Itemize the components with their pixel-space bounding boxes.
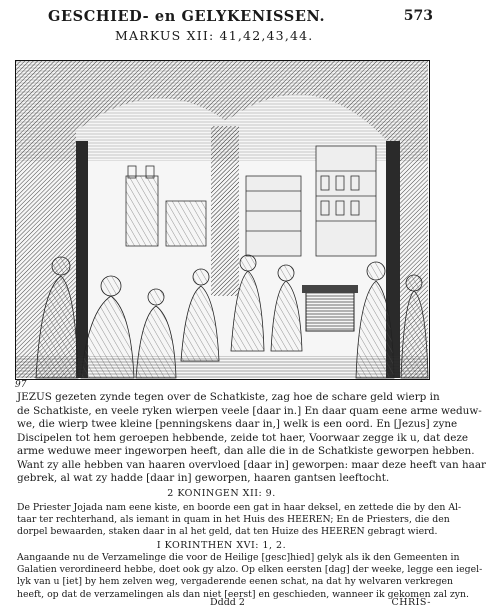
- plate-number: 97: [15, 380, 27, 390]
- page-number: 573: [403, 8, 433, 24]
- page-footer: [0, 597, 443, 611]
- text-line: arme weduwe meer ingeworpen heeft, dan alle die in de Schatkiste geworpen hebben.: [17, 445, 475, 457]
- text-line: we, die wierp twee kleine [penningskens daar in,] welk is een oord. En [Jezus] zyne: [17, 418, 458, 430]
- scripture-reference: MARKUS XII: 41,42,43,44.: [115, 28, 314, 43]
- text-line: de Schatkiste, en veele ryken wierpen veele [daar in.] En daar quam eene arme weduw-: [17, 404, 482, 417]
- running-title: GESCHIED- en GELYKENISSEN.: [48, 8, 326, 25]
- main-passage: [17, 391, 486, 486]
- text-line: gebrek, al wat zy hadde [daar in] geworpen, haaren gantsen leeftocht.: [17, 472, 390, 484]
- catchword: CHRIS-: [391, 597, 431, 608]
- text-line: heeft, op dat de verzamelingen als dan niet [eerst] en geschieden, wanneer ik gekomen zal zyn.: [17, 588, 469, 600]
- section-heading: I KORINTHEN XVI: 1, 2.: [156, 540, 287, 551]
- text-line: Galatien verordineerd hebbe, doet ook gy alzo. Op elken eersten [dag] der weeke, legge een iegel-: [17, 564, 483, 576]
- section-heading: 2 KONINGEN XII: 9.: [167, 488, 276, 499]
- text-line: JEZUS gezeten zynde tegen over de Schatkiste, zag hoe de schare geld wierp in: [17, 391, 440, 403]
- text-line: dorpel bewaarden, staken daar in al het geld, dat ten Huize des HEEREN gebragt wierd.: [17, 526, 438, 538]
- page-header: [0, 6, 443, 43]
- text-line: Aangaande nu de Verzamelinge die voor de Heilige [gesc]hied] gelyk als ik den Gemeenten in: [17, 552, 460, 563]
- signature-mark: Dddd 2: [210, 597, 245, 608]
- text-line: Discipelen tot hem geroepen hebbende, zeide tot haer, Voorwaar zegge ik u, dat deze: [17, 431, 469, 444]
- engraving-illustration: [15, 60, 430, 380]
- text-line: taar ter rechterhand, als iemant in quam in het Huis des HEEREN; En de Priesters, die den: [17, 514, 450, 526]
- cross-reference-passage: [17, 552, 483, 601]
- text-line: Want zy alle hebben van haaren overvloed [daar in] geworpen: maar deze heeft van haar: [17, 458, 486, 471]
- text-line: De Priester Jojada nam eene kiste, en boorde een gat in haar deksel, en zettede die by den Al-: [17, 502, 462, 513]
- text-line: lyk van u [iet] by hem zelven weg, vergaderende eenen schat, na dat hy welvaren verkregen: [17, 576, 454, 588]
- cross-reference-passage: [17, 502, 462, 539]
